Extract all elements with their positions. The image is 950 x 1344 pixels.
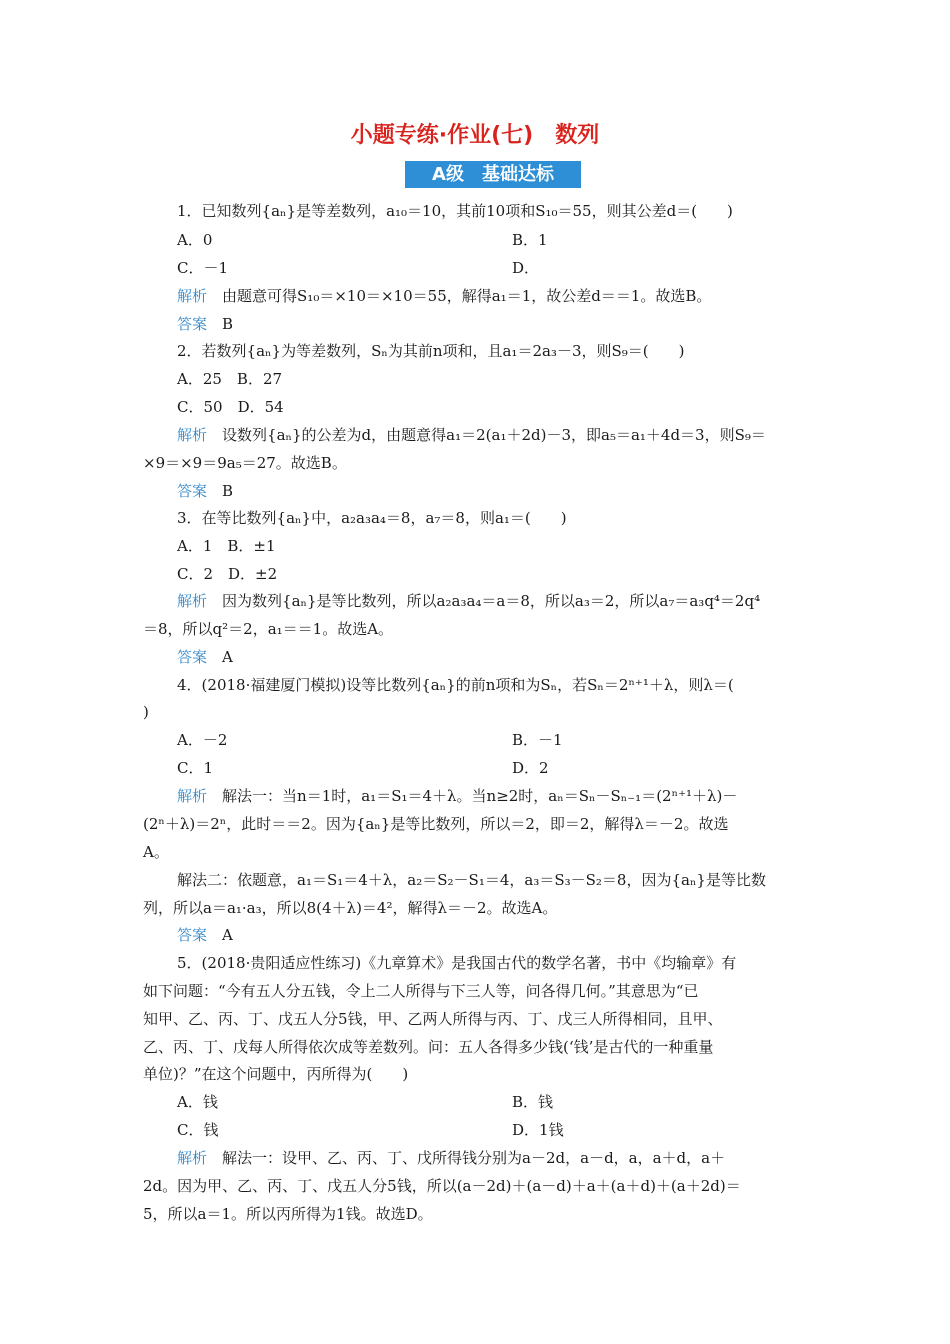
q5-option-d: D．1钱	[512, 1121, 564, 1139]
q5-stem-4: 乙、丙、丁、戊每人所得依次成等差数列。问：五人各得多少钱(‘钱’是古代的一种重量	[143, 1038, 714, 1056]
q4-stem-2: )	[143, 703, 149, 721]
q4-answer	[177, 925, 233, 945]
analysis-label: 解析	[177, 787, 208, 805]
q3-options-row-1: A．1 B．±1	[177, 537, 276, 555]
q5-analysis-text-2: 2d。因为甲、乙、丙、丁、戊五人分5钱，所以(a－2d)＋(a－d)＋a＋(a＋d)＋(a＋2d)＝	[143, 1177, 741, 1195]
q4-analysis	[177, 786, 737, 806]
q2-options-row-2: C．50 D．54	[177, 398, 284, 416]
answer-label: 答案	[177, 315, 208, 333]
q3-answer	[177, 647, 233, 667]
q2-answer-value: B	[222, 482, 234, 500]
q2-analysis	[177, 425, 766, 445]
q5-analysis-text-3: 5，所以a＝1。所以丙所得为1钱。故选D。	[143, 1205, 433, 1223]
q4-analysis-text-2: (2ⁿ＋λ)＝2ⁿ，此时＝＝2。因为{aₙ}是等比数列，所以＝2，即＝2，解得λ＝－2。故选	[143, 815, 729, 833]
q5-stem-5: 单位)？”在这个问题中，丙所得为( )	[143, 1065, 409, 1083]
q2-answer	[177, 481, 233, 501]
q1-stem: 1．已知数列{aₙ}是等差数列，a₁₀＝10，其前10项和S₁₀＝55，则其公差d＝( )	[177, 202, 733, 220]
q4-option-b: B．－1	[512, 731, 563, 749]
q5-stem-3: 知甲、乙、丙、丁、戊五人分5钱，甲、乙两人所得与丙、丁、戊三人所得相同，且甲、	[143, 1010, 723, 1028]
q3-stem: 3．在等比数列{aₙ}中，a₂a₃a₄＝8，a₇＝8，则a₁＝( )	[177, 509, 567, 527]
q3-answer-value: A	[222, 648, 233, 666]
q4-option-a: A．－2	[177, 731, 228, 749]
analysis-label: 解析	[177, 592, 208, 610]
q1-analysis-text: 由题意可得S₁₀＝×10＝×10＝55，解得a₁＝1，故公差d＝＝1。故选B。	[222, 287, 712, 305]
q4-option-c: C．1	[177, 759, 214, 777]
q5-option-a: A．钱	[177, 1093, 218, 1111]
q3-analysis	[177, 591, 760, 611]
analysis-label: 解析	[177, 426, 208, 444]
page-title: 小题专练·作业(七) 数列	[350, 123, 600, 148]
q4-analysis-text-3: A。	[143, 843, 169, 861]
q5-analysis-text-1: 解法一：设甲、乙、丙、丁、戊所得钱分别为a－2d，a－d，a，a＋d，a＋	[222, 1149, 726, 1167]
answer-label: 答案	[177, 926, 208, 944]
q4-option-d: D．2	[512, 759, 549, 777]
q2-analysis-text-2: ×9＝×9＝9a₅＝27。故选B。	[143, 454, 347, 472]
q4-stem-1: 4．(2018·福建厦门模拟)设等比数列{aₙ}的前n项和为Sₙ，若Sₙ＝2ⁿ⁺¹＋λ，则λ＝(	[177, 676, 734, 694]
q4-method2-text-2: 列，所以a＝a₁·a₃，所以8(4＋λ)＝4²，解得λ＝－2。故选A。	[143, 899, 558, 917]
answer-label: 答案	[177, 648, 208, 666]
level-banner: A级 基础达标	[405, 161, 581, 188]
q4-method2-text-1: 解法二：依题意，a₁＝S₁＝4＋λ，a₂＝S₂－S₁＝4，a₃＝S₃－S₂＝8，因为{aₙ}是等比数	[177, 871, 766, 889]
q2-stem: 2．若数列{aₙ}为等差数列，Sₙ为其前n项和，且a₁＝2a₃－3，则S₉＝( )	[177, 342, 685, 360]
q1-option-b: B．1	[512, 231, 548, 249]
q1-analysis	[177, 286, 711, 306]
answer-label: 答案	[177, 482, 208, 500]
q3-options-row-2: C．2 D．±2	[177, 565, 278, 583]
q4-analysis-text-1: 解法一：当n＝1时，a₁＝S₁＝4＋λ。当n≥2时，aₙ＝Sₙ－Sₙ₋₁＝(2ⁿ⁺¹＋λ)－	[222, 787, 738, 805]
q5-analysis	[177, 1148, 725, 1168]
analysis-label: 解析	[177, 1149, 208, 1167]
q1-option-d: D．	[512, 259, 540, 277]
q3-analysis-text-1: 因为数列{aₙ}是等比数列，所以a₂a₃a₄＝a＝8，所以a₃＝2，所以a₇＝a₃q⁴＝2q⁴	[222, 592, 761, 610]
q4-answer-value: A	[222, 926, 233, 944]
q1-answer-value: B	[222, 315, 234, 333]
q5-stem-1: 5．(2018·贵阳适应性练习)《九章算术》是我国古代的数学名著，书中《均输章》有	[177, 954, 737, 972]
q5-stem-2: 如下问题：“今有五人分五钱，令上二人所得与下三人等，问各得几何。”其意思为“已	[143, 982, 699, 1000]
q5-option-c: C．钱	[177, 1121, 219, 1139]
q3-analysis-text-2: ＝8，所以q²＝2，a₁＝＝1。故选A。	[143, 620, 394, 638]
q5-option-b: B．钱	[512, 1093, 554, 1111]
q1-answer	[177, 314, 233, 334]
q1-option-a: A．0	[177, 231, 213, 249]
q1-option-c: C．－1	[177, 259, 229, 277]
q2-analysis-text-1: 设数列{aₙ}的公差为d，由题意得a₁＝2(a₁＋2d)－3，即a₅＝a₁＋4d＝3，则S₉＝	[222, 426, 766, 444]
q2-options-row-1: A．25 B．27	[177, 370, 283, 388]
analysis-label: 解析	[177, 287, 208, 305]
